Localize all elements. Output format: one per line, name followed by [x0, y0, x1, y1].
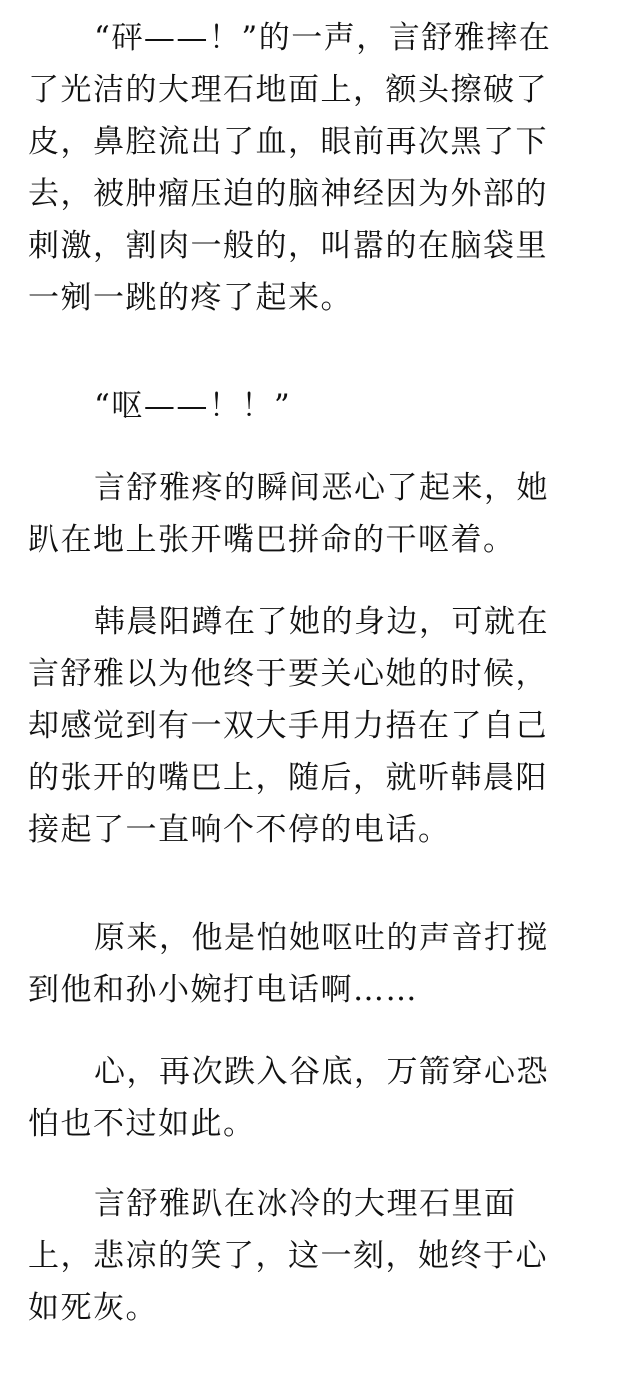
text-line: “呕——！！”: [94, 388, 292, 424]
text-line: 一剜一跳的疼了起来。: [28, 280, 353, 316]
paragraph-7: [28, 1178, 618, 1334]
text-line: 趴在地上张开嘴巴拼命的干呕着。: [28, 522, 516, 558]
text-line: 原来，他是怕她呕吐的声音打搅: [94, 920, 549, 956]
text-line: 去，被肿瘤压迫的脑神经因为外部的: [28, 176, 548, 212]
text-line: 上，悲凉的笑了，这一刻，她终于心: [28, 1238, 548, 1274]
paragraph-3: [28, 462, 618, 566]
text-line: 韩晨阳蹲在了她的身边，可就在: [94, 604, 549, 640]
paragraph-1: [28, 12, 618, 324]
paragraph-2: [28, 380, 618, 432]
text-line: 接起了一直响个不停的电话。: [28, 812, 451, 848]
text-line: 皮，鼻腔流出了血，眼前再次黑了下: [28, 124, 548, 160]
paragraph-5: [28, 912, 618, 1016]
text-line: 的张开的嘴巴上，随后，就听韩晨阳: [28, 760, 548, 796]
text-line: 言舒雅趴在冰冷的大理石里面: [94, 1186, 517, 1222]
text-line: 到他和孙小婉打电话啊……: [28, 972, 418, 1008]
text-line: 言舒雅以为他终于要关心她的时候，: [28, 656, 548, 692]
text-line: 刺激，割肉一般的，叫嚣的在脑袋里: [28, 228, 548, 264]
text-line: 却感觉到有一双大手用力捂在了自己: [28, 708, 548, 744]
text-line: 怕也不过如此。: [28, 1106, 256, 1142]
text-line: 心，再次跌入谷底，万箭穿心恐: [94, 1054, 549, 1090]
text-line: 言舒雅疼的瞬间恶心了起来，她: [94, 470, 549, 506]
paragraph-4: [28, 596, 618, 856]
text-line: 了光洁的大理石地面上，额头擦破了: [28, 72, 548, 108]
paragraph-6: [28, 1046, 618, 1150]
text-line: “砰——！”的一声，言舒雅摔在: [94, 20, 552, 56]
text-line: 如死灰。: [28, 1290, 158, 1326]
